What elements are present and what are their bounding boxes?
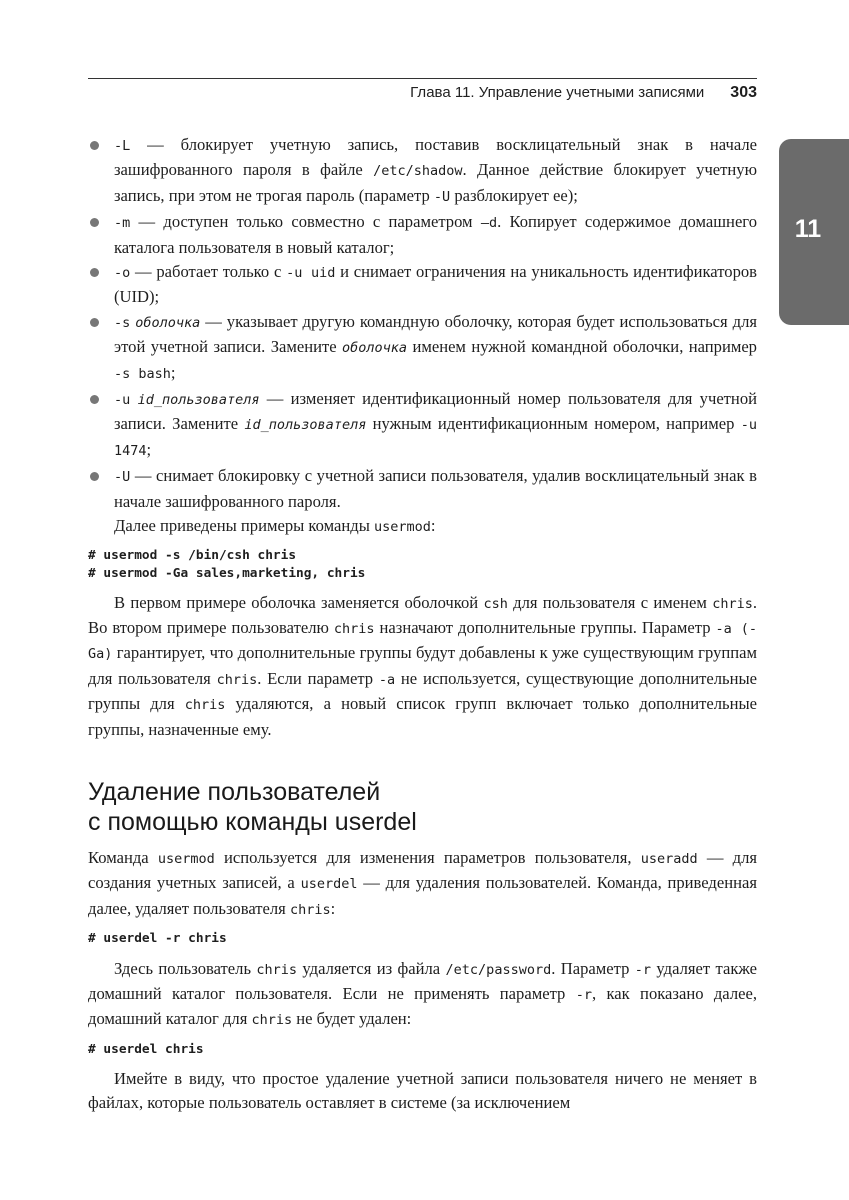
code-line: # userdel chris: [88, 1041, 204, 1057]
paragraph-userdel-r: Здесь пользователь chris удаляется из файла /etc/password. Параметр -r удаляет также домашний каталог пользователя. Если не применять параметр -r, как показано далее, домашний каталог для chris не будет удален:: [88, 958, 757, 1029]
code-line: # userdel -r chris: [88, 931, 227, 947]
paragraph-usermod-explanation: В первом примере оболочка заменяется оболочкой csh для пользователя с именем chris. Во втором примере пользователю chris назначают дополнительные группы. Параметр -a (-Ga) гарантирует, что дополнительные группы будут добавлены к уже существующим группам для пользователя chris. Если параметр -a не используется, существующие дополнительные группы для chris удаляются, а новый список групп включает только дополнительные группы, назначенные ему.: [88, 592, 758, 739]
running-head: [88, 84, 757, 108]
code-line: # usermod -s /bin/csh chris: [88, 547, 297, 563]
code-line: # usermod -Ga sales,marketing, chris: [88, 566, 366, 581]
code-block-usermod: [88, 547, 757, 584]
list-item: -s оболочка — указывает другую командную оболочку, которая будет использоваться для этой учетной записи. Замените оболочка именем нужной командной оболочки, например -s bash;: [88, 310, 757, 386]
option-list: [88, 133, 757, 513]
list-item: -o — работает только с -u uid и снимает ограничения на уникальность идентификаторов (UID);: [88, 260, 757, 309]
list-item: -u id_пользователя — изменяет идентификационный номер пользователя для учетной записи. Замените id_пользователя нужным идентификационным номером, например -u 1474;: [88, 387, 757, 463]
chapter-title: Глава 11. Управление учетными записями: [410, 84, 705, 101]
header-rule: [88, 78, 757, 79]
list-item: -L — блокирует учетную запись, поставив восклицательный знак в начале зашифрованного пароля в файле /etc/shadow. Данное действие блокирует учетную запись, при этом не трогая пароль (параметр -U разблокирует ее);: [88, 133, 757, 209]
chapter-tab-label: 11: [794, 215, 822, 243]
paragraph-note: Имейте в виду, что простое удаление учетной записи пользователя ничего не меняет в файлах, которые пользователь оставляет в системе (за исключением: [88, 1069, 757, 1112]
chapter-tab: [779, 139, 849, 325]
examples-intro: Далее приведены примеры команды usermod:: [114, 516, 436, 536]
list-item: -m — доступен только совместно с параметром –d. Копирует содержимое домашнего каталога пользователя в новый каталог;: [88, 210, 757, 259]
page-number: 303: [730, 84, 757, 101]
paragraph-userdel-intro: Команда usermod используется для изменения параметров пользователя, useradd — для создания учетных записей, а userdel — для удаления пользователей. Команда, приведенная далее, удаляет пользователя chris:: [88, 847, 757, 918]
list-item: -U — снимает блокировку с учетной записи пользователя, удалив восклицательный знак в начале зашифрованного пароля.: [88, 464, 757, 513]
page-body: [88, 133, 757, 1114]
section-heading: Удаление пользователей с помощью команды userdel: [88, 777, 417, 836]
